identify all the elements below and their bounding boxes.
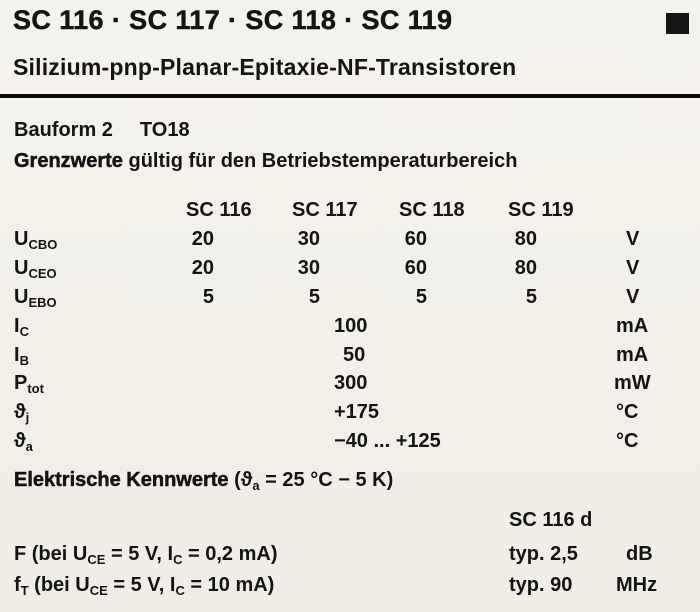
limits-heading-rest: gültig für den Betriebstemperaturbereich [122, 150, 518, 172]
column-header-sc116d: SC 116 d [509, 509, 593, 531]
table-row [0, 315, 700, 344]
unit-label: V [626, 286, 640, 308]
symbol-theta-a: $ϑ_a$ [14, 430, 33, 454]
table-row [0, 344, 700, 373]
filled-square-icon [666, 13, 689, 34]
column-header: SC 118 [399, 199, 465, 221]
cell-value: 5 [308, 286, 320, 308]
bauform-line [14, 119, 190, 142]
electrical-heading-condition: ($ϑ_a = 25$ °C − 5 K) [228, 469, 394, 493]
limits-heading-bold: Grenzwerte [14, 150, 123, 172]
cell-value: 5 [415, 286, 427, 308]
unit-label: mA [616, 344, 649, 366]
column-header: SC 117 [292, 199, 358, 221]
parameter-label-f: F (bei $U_{CE} = 5$ V, $I_C = 0,2$ mA) [14, 543, 278, 567]
table-row [0, 372, 700, 401]
table-row [0, 286, 700, 315]
unit-label: °C [616, 430, 639, 452]
cell-value: 300 [334, 372, 368, 394]
page-subtitle: Silizium-pnp-Planar-Epitaxie-NF-Transistoren [13, 54, 517, 80]
unit-label: °C [616, 401, 639, 423]
bauform-label: Bauform 2 [14, 119, 113, 141]
symbol-ic: $I_C$ [14, 315, 29, 339]
cell-value: 20 [191, 257, 214, 279]
cell-value: typ. 90 [509, 574, 573, 596]
parameter-label-ft: $f_T$ (bei $U_{CE} = 5$ V, $I_C = 10$ mA) [14, 574, 275, 598]
symbol-theta-j: $ϑ_j$ [14, 401, 30, 425]
cell-value: 60 [404, 257, 427, 279]
table-row [0, 543, 700, 573]
column-header: SC 116 [186, 199, 252, 221]
cell-value: 100 [334, 315, 368, 337]
bauform-value: TO18 [139, 119, 190, 141]
symbol-uceo: $U_{CEO}$ [14, 257, 57, 281]
cell-value: 20 [191, 228, 214, 250]
symbol-ucbo: $U_{CBO}$ [14, 228, 58, 252]
cell-value: 80 [514, 257, 537, 279]
table-row [0, 401, 700, 430]
limits-heading [14, 150, 517, 173]
unit-label: dB [626, 543, 653, 565]
cell-value: 5 [202, 286, 214, 308]
table-row [0, 430, 700, 459]
symbol-ib: $I_B$ [14, 344, 29, 368]
cell-value: −40 ... +125 [334, 430, 441, 452]
cell-value: 50 [343, 344, 366, 366]
table-row [0, 257, 700, 286]
unit-label: mA [616, 315, 649, 337]
cell-value: 5 [525, 286, 537, 308]
symbol-ptot: $P_{tot}$ [14, 372, 44, 396]
cell-value: 30 [297, 257, 320, 279]
unit-label: V [626, 257, 640, 279]
symbol-uebo: $U_{EBO}$ [14, 286, 57, 310]
horizontal-rule [0, 94, 700, 98]
unit-label: MHz [616, 574, 658, 596]
cell-value: 30 [297, 228, 320, 250]
electrical-heading-bold: Elektrische Kennwerte [14, 469, 229, 491]
table-row [0, 228, 700, 257]
cell-value: 60 [404, 228, 427, 250]
column-header: SC 119 [508, 199, 574, 221]
table-row [0, 574, 700, 604]
unit-label: mW [614, 372, 651, 394]
unit-label: V [626, 228, 640, 250]
cell-value: +175 [334, 401, 380, 423]
cell-value: typ. 2,5 [509, 543, 578, 565]
cell-value: 80 [514, 228, 537, 250]
electrical-section-heading [14, 469, 393, 492]
page-title: SC 116 · SC 117 · SC 118 · SC 119 [13, 5, 453, 35]
